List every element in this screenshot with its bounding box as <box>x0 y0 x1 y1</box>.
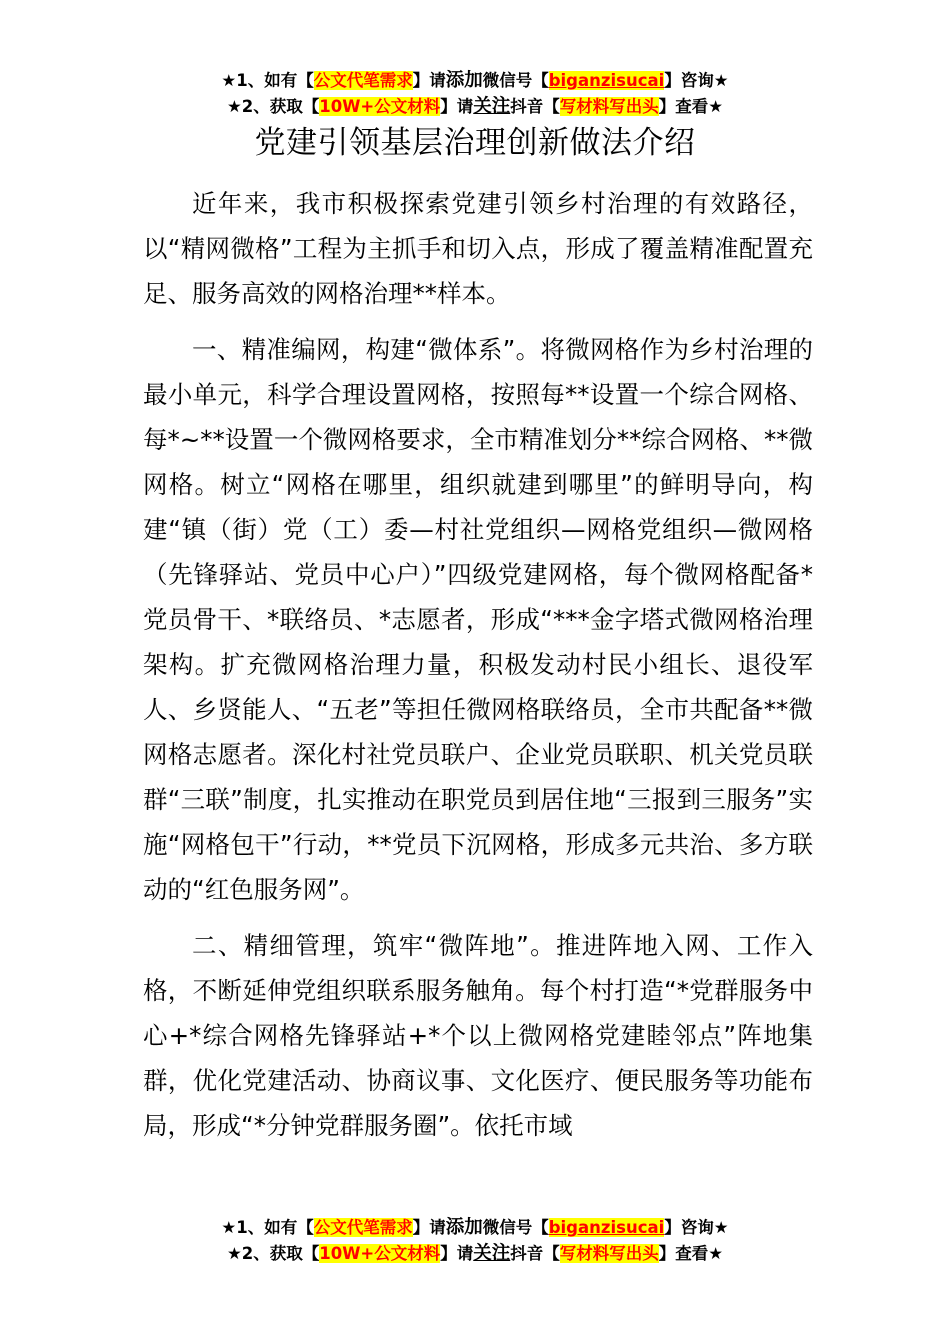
banner-line-2: ★2、获取【10W+公文材料】请关注抖音【写材料写出头】查看★ <box>226 96 724 117</box>
paragraph-section-2: 二、精细管理，筑牢“微阵地”。推进阵地入网、工作入格，不断延伸党组织联系服务触角。每个村打造“*党群服务中心+*综合网格先锋驿站+*个以上微网格党建睦邻点”阵地集群，优化党建活动、协商议事、文化医疗、便民服务等功能布局，形成“*分钟党群服务圈”。依托市域 <box>143 931 813 1140</box>
wechat-id-tag: biganzisucai <box>548 1218 665 1237</box>
paragraph-intro: 近年来，我市积极探索党建引领乡村治理的有效路径，以“精网微格”工程为主抓手和切入点，形成了覆盖精准配置充足、服务高效的网格治理**样本。 <box>143 189 813 308</box>
banner-line-2: ★2、获取【10W+公文材料】请关注抖音【写材料写出头】查看★ <box>226 1243 724 1264</box>
materials-tag: 10W+公文材料 <box>319 1244 441 1263</box>
footer-banner <box>0 1215 950 1267</box>
douyin-id-tag: 写材料写出头 <box>559 1244 659 1263</box>
wechat-id-tag: biganzisucai <box>548 71 665 90</box>
douyin-id-tag: 写材料写出头 <box>559 97 659 116</box>
materials-tag: 10W+公文材料 <box>319 97 441 116</box>
paragraph-section-1: 一、精准编网，构建“微体系”。将微网格作为乡村治理的最小单元，科学合理设置网格，按照每**设置一个综合网格、每*~**设置一个微网格要求，全市精准划分**综合网格、**微网格。树立“网格在哪里，组织就建到哪里”的鲜明导向，构建“镇（街）党（工）委—村社党组织—网格党组织—微网格（先锋驿站、党员中心户）”四级党建网格，每个微网格配备*党员骨干、*联络员、*志愿者，形成“***金字塔式微网格治理架构。扩充微网格治理力量，积极发动村民小组长、退役军人、乡贤能人、“五老”等担任微网格联络员，全市共配备**微网格志愿者。深化村社党员联户、企业党员联职、机关党员联群“三联”制度，扎实推动在职党员到居住地“三报到三服务”实施“网格包干”行动，**党员下沉网格，形成多元共治、多方联动的“红色服务网”。 <box>143 335 813 904</box>
ghostwriting-tag: 公文代笔需求 <box>313 71 413 90</box>
document-body <box>143 181 813 1159</box>
banner-line-1: ★1、如有【公文代笔需求】请添加微信号【biganzisucai】咨询★ <box>221 70 729 91</box>
banner-line-1: ★1、如有【公文代笔需求】请添加微信号【biganzisucai】咨询★ <box>221 1217 729 1238</box>
header-banner <box>0 68 950 120</box>
document-title: 党建引领基层治理创新做法介绍 <box>254 125 696 161</box>
ghostwriting-tag: 公文代笔需求 <box>313 1218 413 1237</box>
